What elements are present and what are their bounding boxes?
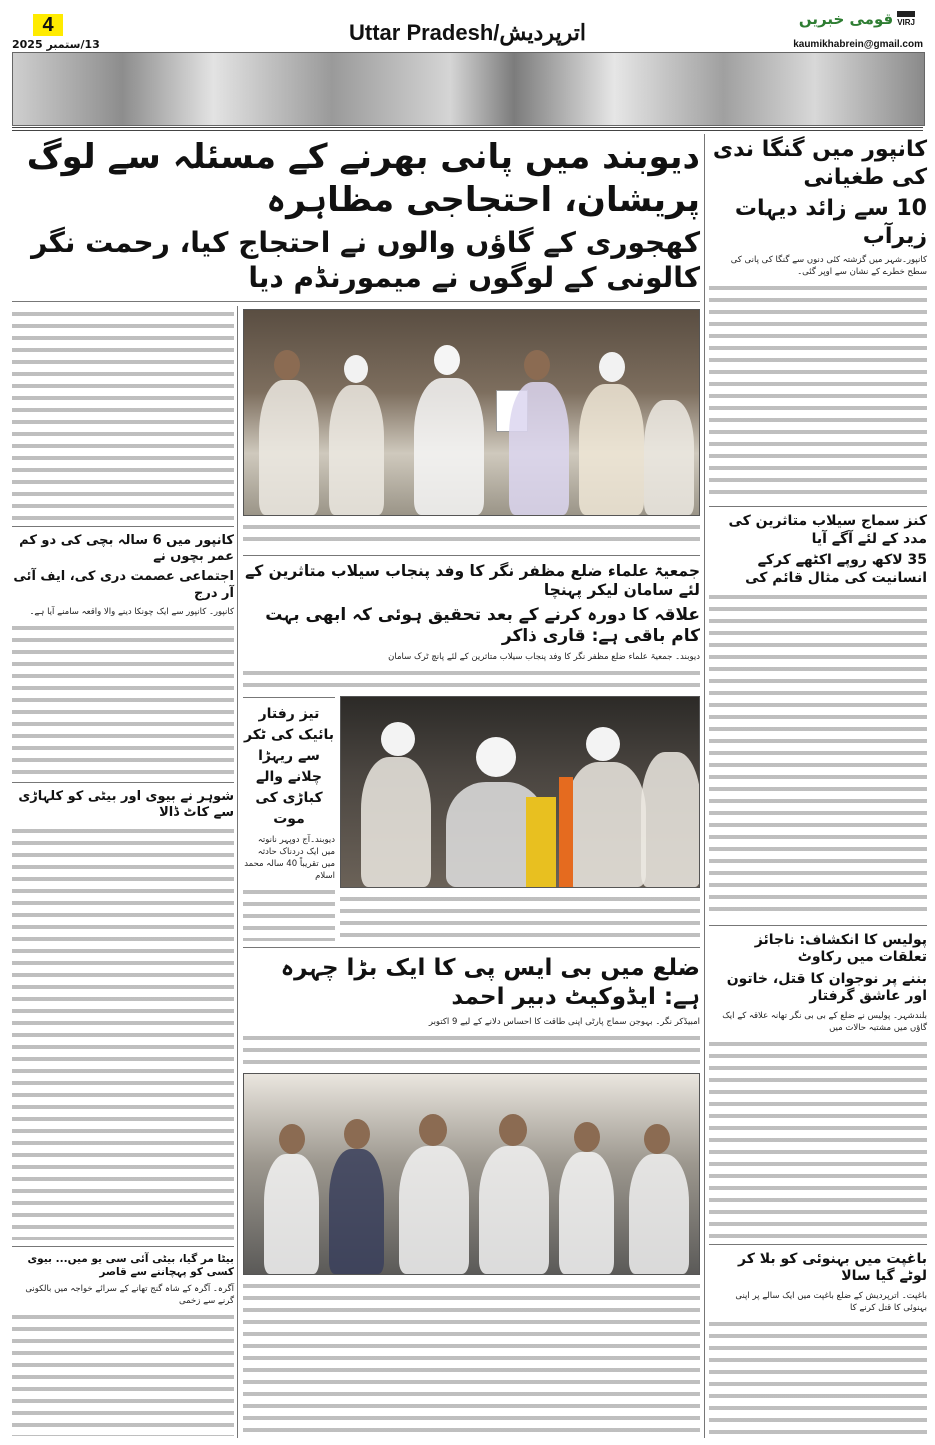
story-columns — [12, 306, 700, 1438]
kanpur-girl-lead: کانپور۔ کانپور سے ایک چونکا دینے والا واقعہ سامنے آیا ہے۔ — [29, 606, 234, 617]
bike-accident-headline: تیز رفتار بائیک کی ٹکر سے ریہڑا چلانے والے کباڑی کی موت — [244, 706, 334, 828]
kanpur-girl-body — [12, 622, 234, 776]
bike-accident-lead: دیوبند۔آج دوپہر نانوتہ میں ایک دردناک حادثہ میں تقریباً 40 سالہ محمد اسلام — [244, 835, 335, 882]
jamiat-photo-column — [340, 693, 700, 943]
right-column — [704, 134, 927, 1438]
page-number: 4 — [42, 14, 54, 36]
kanzar-samaj-body — [709, 591, 927, 918]
bsp-body — [243, 1032, 700, 1068]
page-number-badge — [33, 14, 63, 36]
kanpur-flood-subheadline: 10 سے زائد دیہات زیرآب — [734, 196, 927, 249]
person — [574, 1122, 600, 1152]
logo — [799, 10, 915, 28]
son-lead: آگرہ۔ آگرہ کے شاہ گنج تھانے کے سرائے خواجہ میں بالکونی گرنے سے زخمی — [25, 1283, 234, 1306]
person — [344, 355, 368, 383]
police-headline: پولیس کا انکشاف: ناجائز تعلقات میں رکاوٹ — [754, 931, 927, 966]
bsp-lead: امبیڈکر نگر۔ بہوجن سماج پارٹی اپنی طاقت کا احساس دلانے کے لیے 9 اکتوبر — [428, 1016, 700, 1027]
divider — [243, 947, 700, 948]
jamiat-headline: جمعیۃ علماء ضلع مظفر نگر کا وفد پنجاب سیلاب متاثرین کے لئے سامان لیکر پہنچا — [245, 562, 700, 600]
person — [641, 752, 700, 887]
person — [479, 1146, 549, 1274]
lead-subheadline: کھجوری کے گاؤں والوں نے احتجاج کیا، رحمت نگر کالونی کے لوگوں نے میمورنڈم دیا — [31, 226, 700, 294]
person — [279, 1124, 305, 1154]
person — [361, 757, 431, 887]
kanpur-girl-headline: کانپور میں 6 سالہ بچی کی دو کم عمر بچوں نے — [19, 532, 234, 565]
kanpur-flood-headline: کانپور میں گنگا ندی کی طغیانی — [712, 137, 927, 190]
police-lead: بلندشہر۔ پولیس نے ضلع کے بی بی نگر تھانہ علاقہ کے ایک گاؤں میں مشتبہ حالات میں — [722, 1010, 927, 1033]
left-column — [12, 306, 234, 1438]
baghpat-lead: باغپت۔ اترپردیش کے ضلع باغپت میں ایک سالے پر اپنی بہنوئی کا قتل کرنے کا — [735, 1290, 927, 1313]
monuments-banner-image — [12, 52, 925, 126]
divider — [709, 1244, 927, 1245]
main-area — [12, 134, 700, 1438]
jamiat-lead: دیوبند۔ جمعیۃ علماء ضلع مظفر نگر کا وفد پنجاب سیلاب متاثرین کے لئے پانچ ٹرک سامان — [388, 652, 700, 663]
person — [259, 380, 319, 515]
bsp-group-photo — [243, 1073, 700, 1275]
bsp-body-continued — [243, 1280, 700, 1436]
baghpat-body — [709, 1318, 927, 1436]
person — [599, 352, 625, 382]
person — [644, 400, 694, 515]
bike-accident-column — [243, 693, 335, 943]
person — [476, 737, 516, 777]
kanpur-flood-body — [709, 282, 927, 500]
divider — [243, 555, 700, 556]
person — [629, 1154, 689, 1274]
contact-email: kaumikhabrein@gmail.com — [793, 39, 923, 50]
person — [344, 1119, 370, 1149]
baghpat-headline: باغپت میں بہنوئی کو بلا کر لوٹے گیا سالا — [738, 1250, 927, 1285]
photo-caption-text — [243, 521, 700, 549]
person — [509, 382, 569, 515]
person — [264, 1154, 319, 1274]
kanzar-samaj-headline: کنز سماج سیلاب متاثرین کی مدد کے لئے آگے آیا — [728, 513, 927, 547]
person — [434, 345, 460, 375]
logo-text: قومی خبریں — [798, 10, 894, 28]
person — [566, 762, 646, 887]
lead-body-text — [12, 308, 234, 520]
divider — [709, 506, 927, 507]
jamiat-body — [243, 667, 700, 691]
person — [414, 378, 484, 515]
divider — [709, 925, 927, 926]
person — [399, 1146, 469, 1274]
person — [644, 1124, 670, 1154]
scarf — [559, 777, 573, 887]
middle-column — [237, 306, 700, 1438]
kanpur-flood-lead: کانپور۔شہر میں گزشتہ کئی دنوں سے گنگا کی پانی کی سطح خطرے کے نشان سے اوپر گئی۔ — [730, 255, 927, 277]
person — [499, 1114, 527, 1146]
person — [524, 350, 550, 380]
scarf — [526, 797, 556, 887]
jamiat-body-continued — [340, 893, 700, 941]
issue-date: 13/ستمبر 2025 — [12, 38, 100, 51]
police-subheadline: بننے پر نوجوان کا قتل، خاتون اور عاشق گرفتار — [726, 970, 927, 1005]
divider — [12, 130, 923, 131]
divider — [12, 1246, 234, 1247]
person — [329, 1149, 384, 1274]
section-title: Uttar Pradesh/اترپردیش — [349, 20, 586, 45]
person — [329, 385, 384, 515]
divider — [12, 526, 234, 527]
lead-headline: دیوبند میں پانی بھرنے کے مسئلہ سے لوگ پریشان، احتجاجی مظاہرہ — [26, 137, 700, 220]
police-body — [709, 1038, 927, 1238]
kanpur-girl-subheadline: اجتماعی عصمت دری کی، ایف آئی آر درج — [13, 569, 234, 601]
person — [274, 350, 300, 380]
person — [419, 1114, 447, 1146]
logo-mark: VIRJ — [897, 11, 915, 27]
son-body — [12, 1311, 234, 1436]
person — [559, 1152, 614, 1274]
person — [381, 722, 415, 756]
lead-photo-memorandum — [243, 309, 700, 516]
person — [586, 727, 620, 761]
bsp-headline: ضلع میں بی ایس پی کا ایک بڑا چہرہ ہے: ایڈوکیٹ دبیر احمد — [280, 955, 700, 1011]
son-headline: بیٹا مر گیا، بیٹی آئی سی یو میں... بیوی کسی کو پہچاننے سے قاصر — [27, 1252, 234, 1278]
divider — [243, 697, 335, 698]
jamiat-row — [243, 693, 700, 943]
divider — [12, 127, 923, 128]
husband-headline: شوہر نے بیوی اور بیٹی کو کلہاڑی سے کاٹ ڈالا — [18, 788, 234, 821]
person — [579, 384, 644, 515]
divider — [12, 301, 700, 302]
divider — [12, 782, 234, 783]
jamiat-subheadline: علاقہ کا دورہ کرنے کے بعد تحقیق ہوئی کہ ابھی بہت کام باقی ہے: قاری ذاکر — [265, 604, 700, 646]
kanzar-samaj-subheadline: 35 لاکھ روپے اکٹھے کرکے انسانیت کی مثال قائم کی — [745, 552, 927, 586]
bike-accident-body — [243, 886, 335, 941]
husband-body — [12, 825, 234, 1239]
jamiat-delegation-photo — [340, 696, 700, 888]
